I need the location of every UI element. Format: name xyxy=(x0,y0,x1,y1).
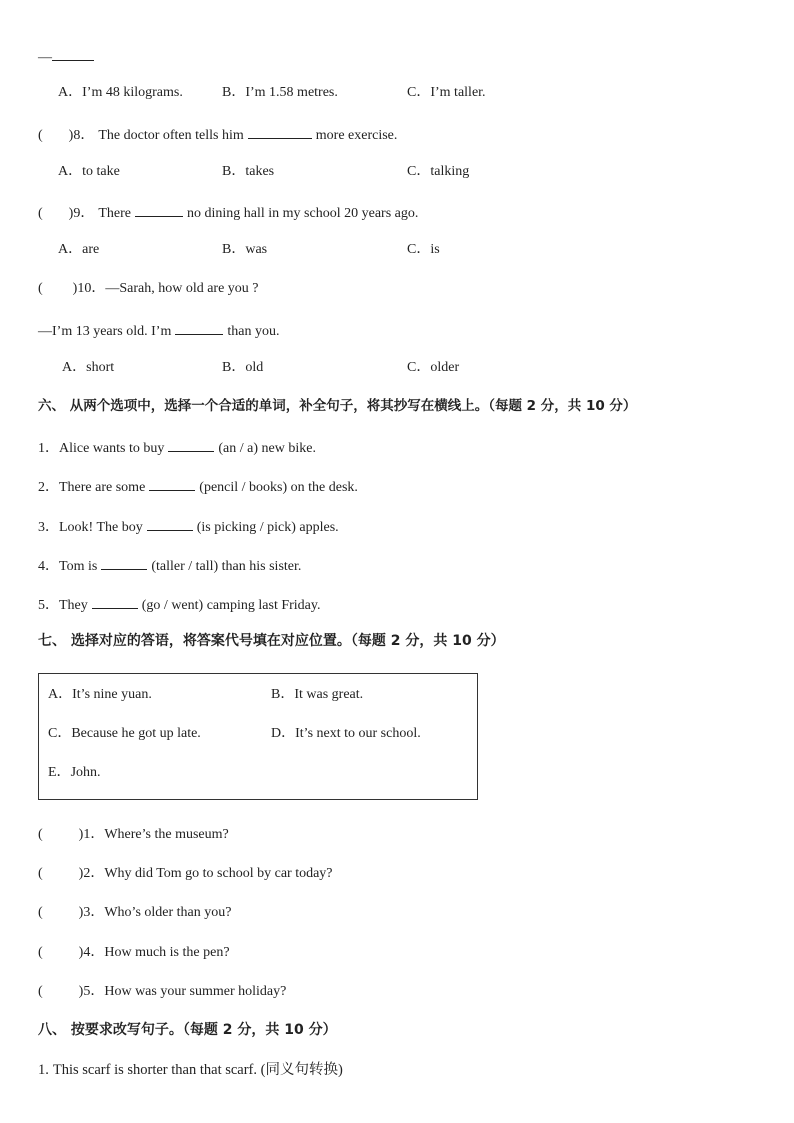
q8-option-a[interactable]: A．to take xyxy=(58,164,120,179)
answer-choice-b: B．It was great. xyxy=(271,687,364,702)
q7-option-b[interactable]: B．I’m 1.58 metres. xyxy=(222,85,338,100)
q10-option-a[interactable]: A．short xyxy=(62,360,115,375)
q8-option-b[interactable]: B．takes xyxy=(222,164,275,179)
q9-option-a[interactable]: A．are xyxy=(58,242,100,257)
answer-choice-e: E．John. xyxy=(48,765,101,780)
q8-question: ( )8． The doctor often tells him more exercise. xyxy=(38,124,397,145)
s6-item-3: 3．Look! The boy (is picking / pick) apples. xyxy=(38,516,339,537)
s7-question-4: ( )4．How much is the pen? xyxy=(38,945,230,960)
answer-choice-a: A．It’s nine yuan. xyxy=(48,687,152,702)
s6-item-4: 4．Tom is (taller / tall) than his sister. xyxy=(38,555,301,576)
section-7-heading: 七、 选择对应的答语，将答案代号填在对应位置。（每题 2 分，共 10 分） xyxy=(38,633,505,649)
answer-blank[interactable] xyxy=(149,476,195,491)
q10-question: ( )10．—Sarah, how old are you ? xyxy=(38,281,259,296)
answer-blank[interactable] xyxy=(135,202,183,217)
answer-choice-c: C．Because he got up late. xyxy=(48,726,201,741)
answer-blank[interactable] xyxy=(175,320,223,335)
s6-item-5: 5．They (go / went) camping last Friday. xyxy=(38,594,320,615)
answer-blank[interactable] xyxy=(101,555,147,570)
answer-choices-box xyxy=(38,673,478,800)
q7-option-a[interactable]: A．I’m 48 kilograms. xyxy=(58,85,183,100)
q10-option-b[interactable]: B．old xyxy=(222,360,264,375)
answer-blank[interactable] xyxy=(52,46,94,61)
q10-line2: —I’m 13 years old. I’m than you. xyxy=(38,320,279,341)
s6-item-2: 2．There are some (pencil / books) on the desk. xyxy=(38,476,358,497)
answer-blank[interactable] xyxy=(147,516,193,531)
answer-blank[interactable] xyxy=(248,124,312,139)
dash: — xyxy=(38,50,52,65)
q10-option-c[interactable]: C．older xyxy=(407,360,460,375)
s6-item-1: 1．Alice wants to buy (an / a) new bike. xyxy=(38,437,316,458)
s7-question-2: ( )2．Why did Tom go to school by car today? xyxy=(38,866,333,881)
q9-question: ( )9． There no dining hall in my school 20 years ago. xyxy=(38,202,418,223)
q8-option-c[interactable]: C．talking xyxy=(407,164,470,179)
q7-option-c[interactable]: C．I’m taller. xyxy=(407,85,486,100)
q9-option-c[interactable]: C．is xyxy=(407,242,440,257)
s8-item-1: 1. This scarf is shorter than that scarf. (同义句转换) xyxy=(38,1062,343,1078)
section-8-heading: 八、 按要求改写句子。（每题 2 分，共 10 分） xyxy=(38,1022,337,1038)
answer-blank[interactable] xyxy=(168,437,214,452)
s7-question-3: ( )3．Who’s older than you? xyxy=(38,905,232,920)
q7-answer-line xyxy=(38,46,94,67)
s7-question-5: ( )5．How was your summer holiday? xyxy=(38,984,287,999)
answer-choice-d: D．It’s next to our school. xyxy=(271,726,421,741)
s7-question-1: ( )1．Where’s the museum? xyxy=(38,827,229,842)
q9-option-b[interactable]: B．was xyxy=(222,242,268,257)
answer-blank[interactable] xyxy=(92,594,138,609)
section-6-heading: 六、 从两个选项中，选择一个合适的单词，补全句子，将其抄写在横线上。（每题 2 分，共 10 分） xyxy=(38,398,637,414)
